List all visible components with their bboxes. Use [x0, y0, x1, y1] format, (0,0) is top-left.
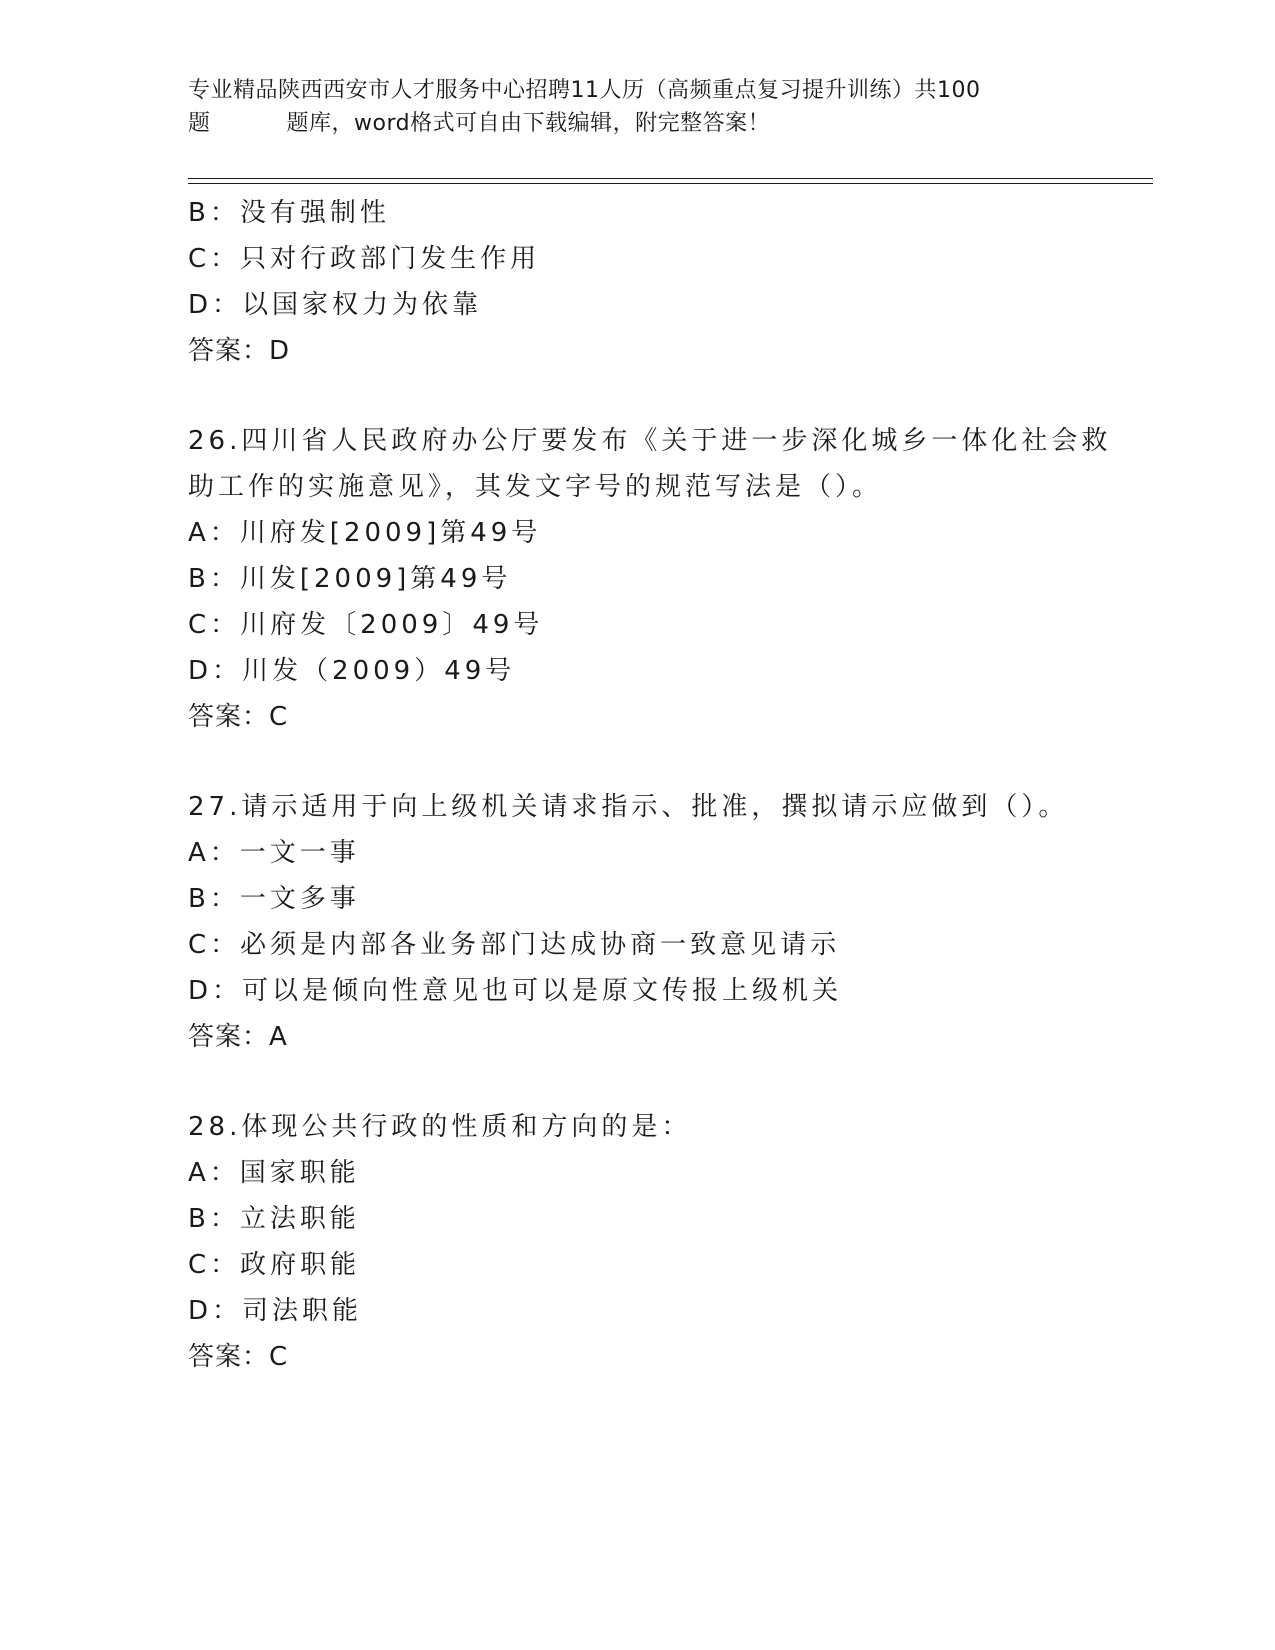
header-title-line2-tail: 题库，word格式可自由下载编辑，附完整答案！: [286, 111, 771, 136]
question-text-line1: 27.请示适用于向上级机关请求指示、批准，撰拟请示应做到（）。: [188, 792, 1069, 822]
spacer: [188, 740, 1148, 784]
header-rule-top: [188, 178, 1153, 179]
option-a: A：国家职能: [188, 1158, 360, 1188]
question-25-continued: [188, 190, 1148, 374]
option-b: B：川发[2009]第49号: [188, 564, 512, 594]
option-d: D：以国家权力为依靠: [188, 290, 483, 320]
option-a: A：一文一事: [188, 838, 360, 868]
header-title-line2: [188, 107, 1088, 140]
answer: 答案：C: [188, 702, 289, 732]
option-b: B：立法职能: [188, 1204, 360, 1234]
answer: 答案：D: [188, 336, 291, 366]
option-c: C：政府职能: [188, 1250, 361, 1280]
question-27: [188, 784, 1148, 1060]
spacer: [188, 1060, 1148, 1104]
question-list: [188, 190, 1148, 1380]
header-rule-bottom: [188, 183, 1153, 184]
option-b: B：一文多事: [188, 884, 360, 914]
answer: 答案：C: [188, 1342, 289, 1372]
spacer: [188, 374, 1148, 418]
header-title-line1: 专业精品陕西西安市人才服务中心招聘11人历（高频重点复习提升训练）共100: [188, 78, 981, 103]
option-d: D：川发（2009）49号: [188, 656, 516, 686]
option-d: D：司法职能: [188, 1296, 363, 1326]
option-b: B：没有强制性: [188, 198, 390, 228]
option-c: C：必须是内部各业务部门达成协商一致意见请示: [188, 930, 841, 960]
option-c: C：只对行政部门发生作用: [188, 244, 541, 274]
document-header: [188, 74, 1088, 140]
option-a: A：川府发[2009]第49号: [188, 518, 542, 548]
question-28: [188, 1104, 1148, 1380]
option-c: C：川府发〔2009〕49号: [188, 610, 544, 640]
option-d: D：可以是倾向性意见也可以是原文传报上级机关: [188, 976, 843, 1006]
question-text-line1: 28.体现公共行政的性质和方向的是：: [188, 1112, 692, 1142]
answer: 答案：A: [188, 1022, 288, 1052]
question-text-line1: 26.四川省人民政府办公厅要发布《关于进一步深化城乡一体化社会救: [188, 426, 1112, 456]
question-26: [188, 418, 1148, 740]
header-title-line2-head: 题: [188, 111, 211, 136]
question-text-line2: 助工作的实施意见》，其发文字号的规范写法是（）。: [188, 472, 883, 502]
